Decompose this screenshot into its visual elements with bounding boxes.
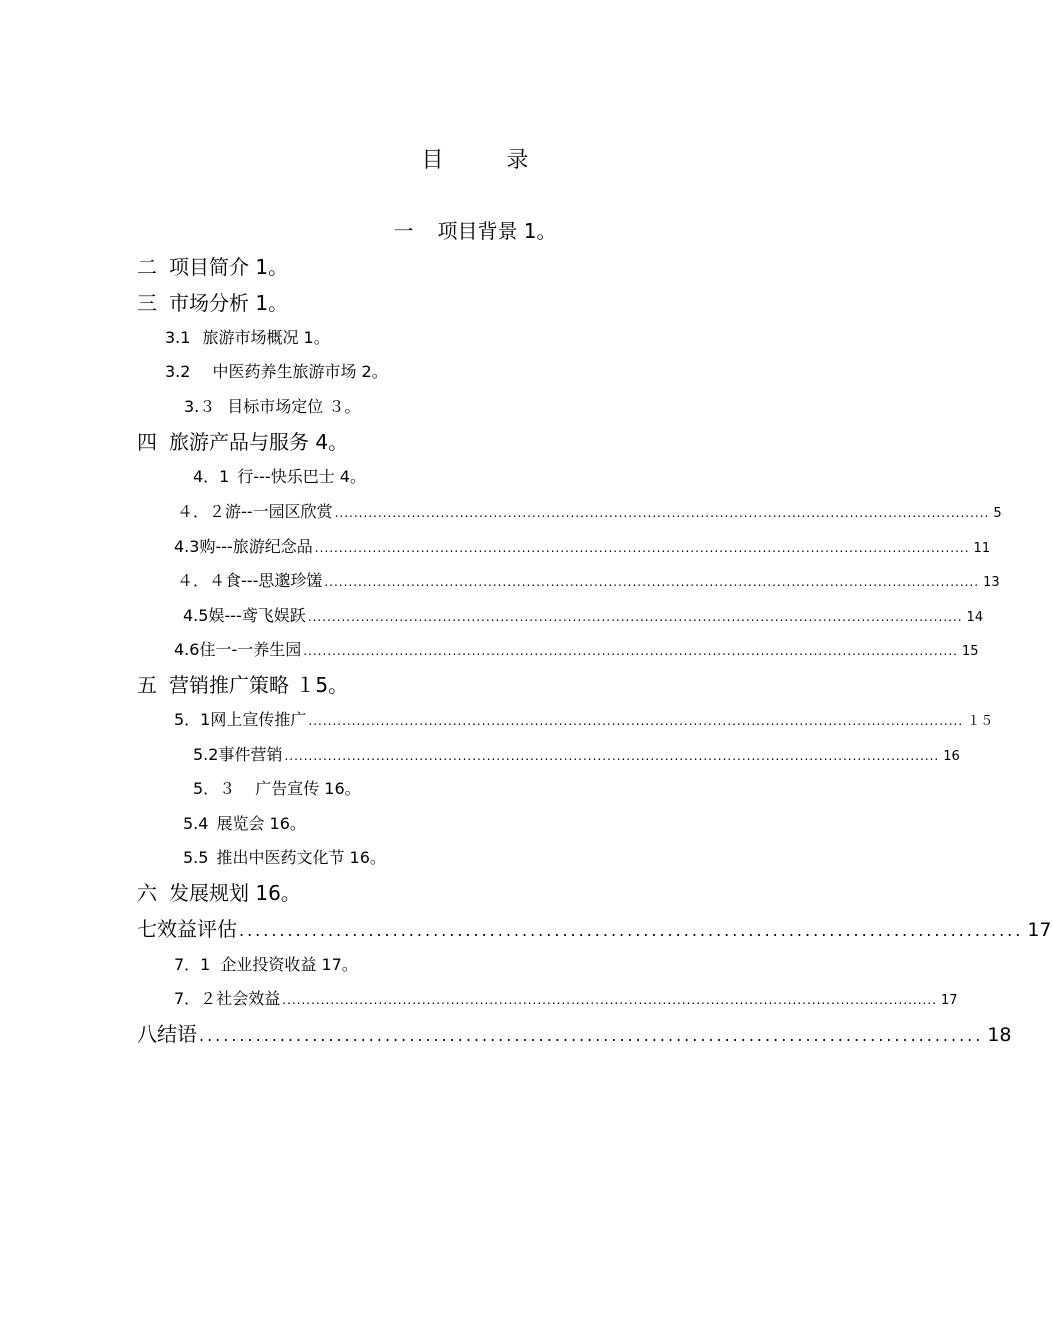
toc-entry-number: 4．1: [193, 467, 230, 486]
toc-entry[interactable]: [137, 427, 799, 457]
toc-entry-number: 7．２: [174, 989, 217, 1008]
toc-entry[interactable]: [137, 670, 799, 700]
toc-entry-text: 娱---鸢飞娱跃: [208, 606, 306, 625]
toc-entry[interactable]: [183, 604, 984, 628]
toc-entry-page: 16: [943, 749, 960, 764]
toc-entry-text: 营销推广策略 １5。: [169, 673, 349, 697]
toc-entry[interactable]: [183, 846, 799, 870]
toc-entry-text: 发展规划 16。: [169, 881, 301, 905]
toc-entry[interactable]: [193, 743, 960, 767]
dot-leader: ........................................................................................................................................: [284, 749, 940, 763]
toc-entry[interactable]: [174, 953, 799, 977]
toc-entry[interactable]: [137, 878, 799, 908]
toc-entry-text: 旅游产品与服务 4。: [169, 430, 349, 454]
toc-entry-text: 项目简介 1。: [169, 255, 289, 279]
toc-entry-number: 3.３: [184, 397, 216, 416]
toc-entry-text: 目标市场定位 ３。: [227, 397, 361, 416]
toc-entry[interactable]: [0, 216, 950, 246]
toc-entry[interactable]: [174, 638, 979, 662]
dot-leader: ........................................................................................................................................: [307, 610, 963, 624]
toc-entry[interactable]: [137, 252, 799, 282]
toc-entry-number: 七: [137, 917, 157, 941]
toc-entry-page: １５: [967, 714, 994, 729]
toc-entry-text: 项目背景 1。: [437, 219, 557, 243]
toc-entry-number: 五: [137, 673, 157, 697]
toc-entry-text: 事件营销: [218, 745, 283, 764]
toc-entry[interactable]: [183, 812, 799, 836]
toc-entry-number: 4.5: [183, 606, 209, 625]
toc-entry-text: 效益评估: [157, 917, 237, 941]
toc-entry-number: 4.6: [174, 640, 200, 659]
toc-entry[interactable]: [174, 535, 991, 559]
toc-entry-page: 17: [940, 993, 958, 1008]
toc-entry-number: 3.2: [165, 362, 191, 381]
toc-entry[interactable]: [137, 914, 1052, 944]
dot-leader: .................................................................................................: [239, 921, 1024, 940]
toc-entry-number: 5.5: [183, 848, 209, 867]
toc-entry-number: 5．1: [174, 710, 211, 729]
toc-entry[interactable]: [137, 1019, 1012, 1049]
toc-entry[interactable]: [184, 395, 799, 419]
dot-leader: ........................................................................................................................................: [308, 714, 964, 728]
toc-entry[interactable]: [177, 569, 1000, 593]
toc-entry-number: 六: [137, 881, 157, 905]
toc-entry-text: 广告宣传 16。: [255, 779, 361, 798]
toc-entry[interactable]: [174, 708, 994, 732]
toc-entry-number: 4.3: [174, 537, 200, 556]
toc-entry-text: 网上宣传推广: [210, 710, 307, 729]
toc-entry-number: 5.2: [193, 745, 219, 764]
toc-entry-text: 结语: [157, 1022, 197, 1046]
toc-entry-text: 行---快乐巴士 4。: [237, 467, 366, 486]
toc-title: 目 录: [421, 148, 557, 173]
toc-entry-number: 四: [137, 430, 157, 454]
toc-entry-number: 八: [137, 1022, 157, 1046]
toc-entry-text: 企业投资收益 17。: [220, 955, 358, 974]
toc-entry-text: 推出中医药文化节 16。: [216, 848, 386, 867]
toc-entry-page: 11: [973, 541, 991, 556]
toc-entry-text: 旅游市场概况 1。: [202, 328, 330, 347]
toc-entry-number: 3.1: [165, 328, 191, 347]
toc-entry-text: 社会效益: [216, 989, 281, 1008]
toc-entry-number: 一: [393, 219, 414, 243]
toc-entry-number: 5.4: [183, 814, 209, 833]
toc-entry-number: 二: [137, 255, 157, 279]
dot-leader: ........................................................................................................................................: [314, 541, 970, 555]
toc-entry[interactable]: [165, 326, 799, 350]
toc-entry[interactable]: [137, 288, 799, 318]
toc-entry-page: 13: [983, 575, 1000, 590]
toc-entry[interactable]: [193, 465, 799, 489]
dot-leader: .................................................................................................: [199, 1026, 984, 1045]
toc-entry-text: 游--一园区欣赏: [225, 502, 333, 521]
toc-entry-number: 三: [137, 291, 157, 315]
toc-entry-page: 17: [1027, 919, 1052, 941]
toc-entry-text: 住一-一养生园: [199, 640, 302, 659]
toc-entry[interactable]: [177, 500, 1002, 524]
dot-leader: ........................................................................................................................................: [334, 506, 990, 520]
toc-entry-page: 18: [987, 1024, 1012, 1046]
toc-entry-page: 5: [993, 506, 1002, 521]
toc-entry-text: 展览会 16。: [216, 814, 306, 833]
toc-entry-page: 15: [962, 644, 979, 659]
toc-entry[interactable]: [193, 777, 799, 801]
toc-entry-text: 购---旅游纪念品: [199, 537, 313, 556]
toc-entry-number: 5．３: [193, 779, 236, 798]
toc-entry-number: ４．２: [177, 502, 226, 521]
toc-entry-text: 市场分析 1。: [169, 291, 289, 315]
dot-leader: ........................................................................................................................................: [303, 644, 958, 658]
dot-leader: ........................................................................................................................................: [324, 575, 980, 589]
toc-entry-number: ４．４: [177, 571, 226, 590]
toc-entry-number: 7．1: [174, 955, 211, 974]
toc-entry[interactable]: [165, 360, 799, 384]
toc-entry-text: 食---思邈珍馐: [225, 571, 323, 590]
toc-entry-page: 14: [966, 610, 984, 625]
toc-entry-text: 中医药养生旅游市场 2。: [212, 362, 388, 381]
toc-entry[interactable]: [174, 987, 958, 1011]
dot-leader: ........................................................................................................................................: [282, 993, 937, 1007]
